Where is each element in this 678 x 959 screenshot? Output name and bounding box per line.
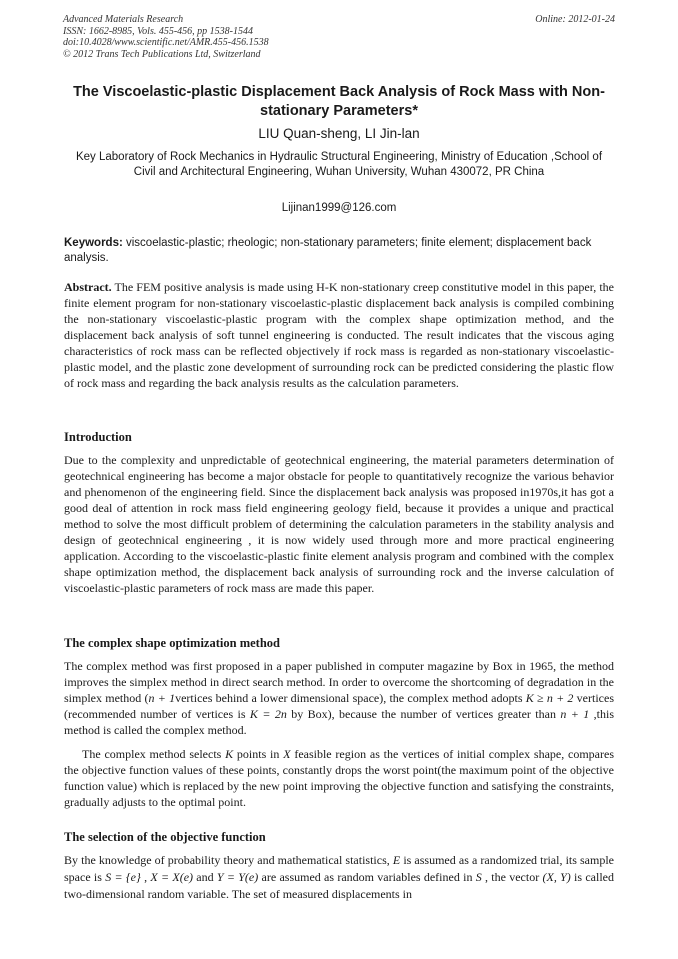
keywords-label: Keywords: xyxy=(64,237,123,249)
math-s: S xyxy=(475,870,482,884)
math-y-of-e: Y = Y(e) xyxy=(216,870,259,884)
math-k-ge-n-plus-2: K ≥ n + 2 xyxy=(525,691,574,705)
text-run: The complex method selects xyxy=(82,747,226,761)
math-k: K xyxy=(225,747,234,761)
math-x-of-e: X = X(e) xyxy=(150,870,194,884)
objective-function-paragraph xyxy=(64,852,614,903)
journal-name: Advanced Materials Research xyxy=(63,14,184,25)
text-run: By the knowledge of probability theory and mathematical statistics, xyxy=(64,853,393,867)
keywords xyxy=(64,236,614,266)
math-k-eq-2n: K = 2n xyxy=(249,707,287,721)
text-run: vertices behind a lower dimensional space), the complex method adopts xyxy=(175,691,526,705)
journal-header xyxy=(63,14,269,60)
online-date: Online: 2012-01-24 xyxy=(535,14,615,25)
math-e: E xyxy=(392,853,401,867)
math-n-plus-1: n + 1 xyxy=(560,707,590,721)
math-n-plus-1: n + 1 xyxy=(148,691,176,705)
math-vector-xy: (X, Y) xyxy=(542,870,571,884)
text-run: , the vector xyxy=(481,870,543,884)
abstract-label: Abstract. xyxy=(64,280,112,294)
author-email: Lijinan1999@126.com xyxy=(281,202,397,214)
paper-title: The Viscoelastic-plastic Displacement Back Analysis of Rock Mass with Non-stationary Parameters* xyxy=(73,84,605,119)
text-run: The complex method was first proposed in a paper published in computer magazine by Box in 1965, the method improves the simplex method in direct search method. In order to overcome the shortcoming of degradation in the simplex method ( xyxy=(64,659,614,705)
math-x: X xyxy=(283,747,291,761)
keywords-text: viscoelastic-plastic; rheologic; non-stationary parameters; finite element; displacement back analysis. xyxy=(64,237,592,264)
doi-line: doi:10.4028/www.scientific.net/AMR.455-456.1538 xyxy=(63,37,269,49)
text-run: is assumed as a randomized trial, its sample space is xyxy=(64,853,615,884)
abstract-text: The FEM positive analysis is made using H-K non-stationary creep constitutive model in this paper, the finite element program for non-stationary viscoelastic-plastic displacement back analysis is compiled combining the non-stationary viscoelastic-plastic program with the complex shape optimization method, and the displacement back analysis of soft tunnel engineering is conducted. The result indicates that the viscous aging characteristics of rock mass can be reflected objectively if rock mass is regarded as non-stationary viscoelastic-plastic model, and the plastic zone development of surrounding rock can be predicted considering the plastic flow of rock mass and regarding the back analysis results as the calculation parameters. xyxy=(64,280,614,390)
text-run: ,this method is called the complex method. xyxy=(64,707,614,737)
section-heading-introduction: Introduction xyxy=(64,430,132,444)
text-run: are assumed as random variables defined in xyxy=(258,870,476,884)
introduction-text: Due to the complexity and unpredictable of geotechnical engineering, the material parameters determination of geotechnical engineering has become a major obstacle for people to quantitatively recognize the various behavior and phenomenon of the engineering field. Since the displacement back analysis was proposed in1970s,it has got a good deal of attention in rock mass field engineering geology field, because it provides a unique and practical method to solve the most difficult problem of determining the calculation parameters in the stability analysis and design of geotechnical engineering , it is now widely used through more and more practical engineering application. According to the viscoelastic-plastic finite element analysis program and combined with the complex shape optimization method, the displacement back analysis of surrounding rock and the inverse calculation of viscoelastic-plastic parameters of rock mass are made this paper. xyxy=(64,453,614,595)
text-run: vertices (recommended number of vertices is xyxy=(64,691,614,721)
abstract xyxy=(64,279,614,391)
text-run: points in xyxy=(233,747,284,761)
text-run: is called two-dimensional random variable. The set of measured displacements in xyxy=(64,870,614,901)
text-run: and xyxy=(193,870,217,884)
math-sample-space: S = {e} xyxy=(105,870,141,884)
copyright-line: © 2012 Trans Tech Publications Ltd, Switzerland xyxy=(63,48,261,60)
section-heading-complex-method: The complex shape optimization method xyxy=(64,636,280,650)
text-run: , xyxy=(140,870,151,884)
section-heading-objective-function: The selection of the objective function xyxy=(64,830,266,844)
paper-authors: LIU Quan-sheng, LI Jin-lan xyxy=(258,126,420,141)
text-run: feasible region as the vertices of initial complex shape, compares the objective function values of these points, constantly drops the worst point(the maximum point of the objective function value) which is replaced by the new point improving the objective function and satisfying the constraints, gradually adjusts to the optimal point. xyxy=(64,747,614,809)
text-run: by Box), because the number of vertices greater than xyxy=(286,707,561,721)
complex-method-paragraph-1 xyxy=(64,658,614,738)
issn-line: ISSN: 1662-8985, Vols. 455-456, pp 1538-1544 xyxy=(63,25,253,37)
complex-method-paragraph-2 xyxy=(64,746,614,810)
affiliation: Key Laboratory of Rock Mechanics in Hydraulic Structural Engineering, Ministry of Education ,School of Civil and Architectural Engineering, Wuhan University, Wuhan 430072, PR China xyxy=(75,151,603,178)
